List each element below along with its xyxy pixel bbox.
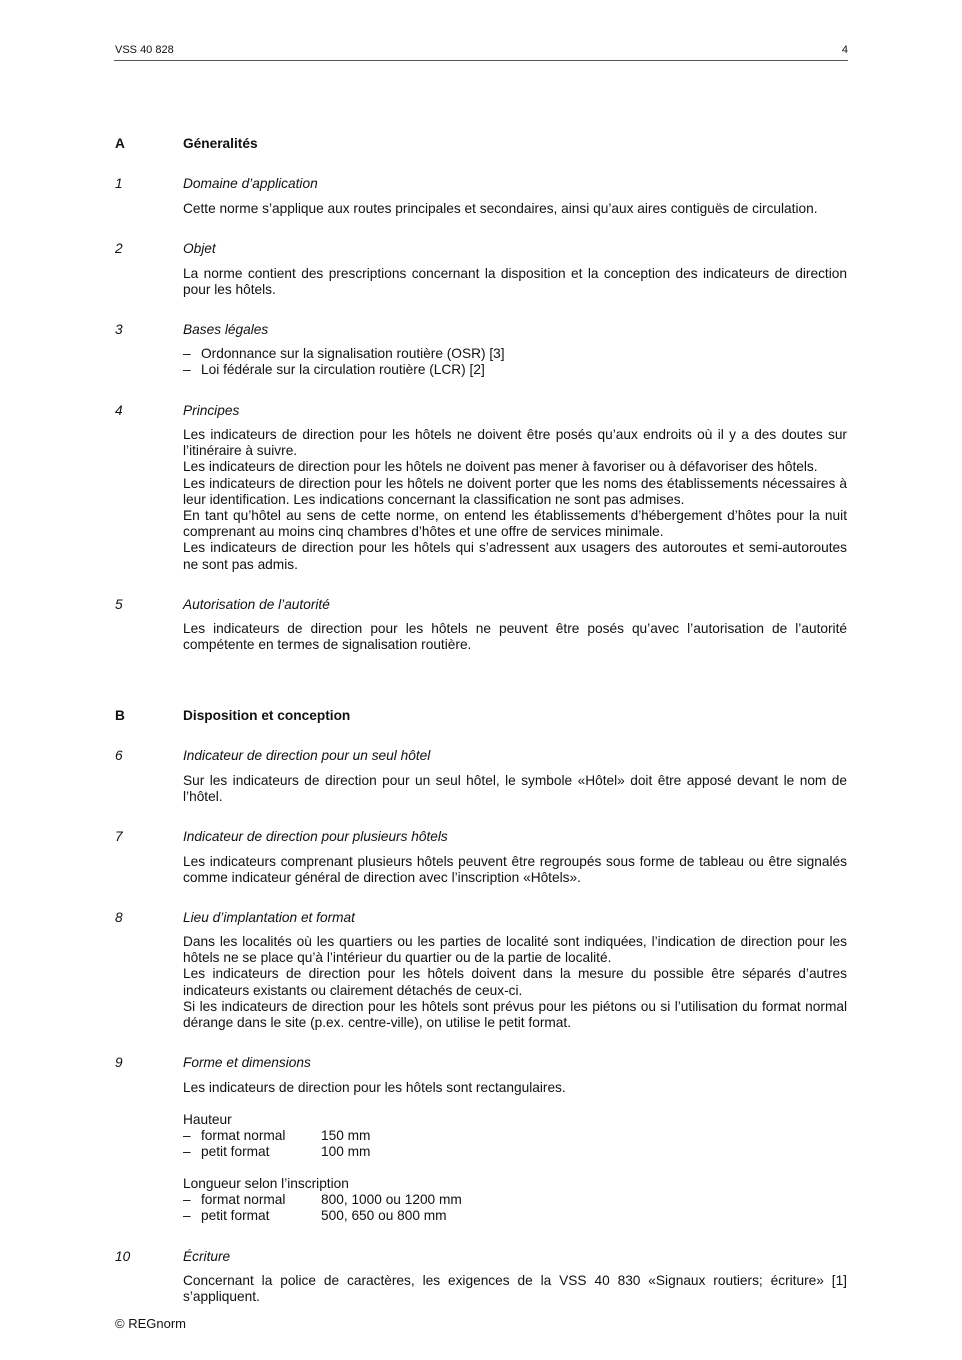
subsection-number: 9 <box>115 1055 123 1070</box>
dimension-row <box>183 1208 847 1224</box>
format-name: petit format <box>201 1144 270 1160</box>
paragraph-2 <box>183 266 847 298</box>
section-letter: B <box>115 708 125 723</box>
subsection-number: 10 <box>115 1249 131 1264</box>
subsection-number: 7 <box>115 829 123 844</box>
paragraph-10 <box>183 1273 847 1305</box>
paragraph-text: Les indicateurs de direction pour les hôtels sont rectangulaires. <box>183 1080 566 1095</box>
paragraph-4 <box>183 427 847 573</box>
list-dash: – <box>183 346 191 361</box>
format-name: petit format <box>201 1208 270 1224</box>
subsection-title: Objet <box>183 241 216 256</box>
paragraph-8 <box>183 934 847 1031</box>
paragraph-text: Concernant la police de caractères, les exigences de la VSS 40 830 «Signaux routiers; écriture» [1] s’appliquent. <box>183 1273 847 1305</box>
subsection-title: Indicateur de direction pour plusieurs hôtels <box>183 829 448 844</box>
subsection-title: Autorisation de l’autorité <box>183 597 330 612</box>
subsection-number: 8 <box>115 910 123 925</box>
subsection-number: 3 <box>115 322 123 337</box>
format-value: 800, 1000 ou 1200 mm <box>321 1192 462 1207</box>
list-item-text: Ordonnance sur la signalisation routière (OSR) [3] <box>201 346 505 361</box>
list-dash: – <box>183 1128 191 1143</box>
subsection-number: 2 <box>115 241 123 256</box>
paragraph-7 <box>183 854 847 886</box>
dimension-row <box>183 1192 847 1208</box>
dimension-row <box>183 1144 847 1160</box>
paragraph-9 <box>183 1080 847 1096</box>
paragraph-5 <box>183 621 847 653</box>
paragraph-text: Dans les localités où les quartiers ou les parties de localité sont indiquées, l’indication de direction pour les hôtels ne se place qu’à l’intérieur du quartier ou de la partie de localité. <box>183 934 847 966</box>
list-dash: – <box>183 362 191 378</box>
format-value: 100 mm <box>321 1144 371 1160</box>
height-label: Hauteur <box>183 1112 232 1127</box>
subsection-title: Bases légales <box>183 322 269 337</box>
list-dash: – <box>183 1144 191 1160</box>
legal-bases-list <box>183 346 847 378</box>
subsection-title: Forme et dimensions <box>183 1055 311 1070</box>
subsection-title: Principes <box>183 403 240 418</box>
length-list <box>183 1192 847 1224</box>
paragraph-text: Les indicateurs comprenant plusieurs hôtels peuvent être regroupés sous forme de tableau ou être signalés comme indicateur général de direction avec l’inscription «Hôtels». <box>183 854 847 886</box>
subsection-number: 5 <box>115 597 123 612</box>
paragraph-text: Les indicateurs de direction pour les hôtels ne doivent porter que les noms des établissements nécessaires à leur identification. Les indications concernant la classification ne sont pas admises. <box>183 475 847 507</box>
list-dash: – <box>183 1208 191 1224</box>
section-title: Géneralités <box>183 136 258 151</box>
length-label: Longueur selon l’inscription <box>183 1176 349 1191</box>
section-letter: A <box>115 136 125 151</box>
running-header <box>114 42 848 61</box>
format-name: format normal <box>201 1192 286 1207</box>
list-item-text: Loi fédérale sur la circulation routière (LCR) [2] <box>201 362 485 378</box>
subsection-title: Lieu d’implantation et format <box>183 910 355 925</box>
paragraph-text: Les indicateurs de direction pour les hôtels ne peuvent être posés qu’avec l’autorisation de l’autorité compétente en termes de signalisation routière. <box>183 621 847 653</box>
format-value: 500, 650 ou 800 mm <box>321 1208 447 1224</box>
format-value: 150 mm <box>321 1128 371 1143</box>
subsection-title: Écriture <box>183 1249 231 1264</box>
subsection-title: Indicateur de direction pour un seul hôtel <box>183 748 431 763</box>
paragraph-text: La norme contient des prescriptions concernant la disposition et la conception des indicateurs de direction pour les hôtels. <box>183 266 847 298</box>
list-dash: – <box>183 1192 191 1207</box>
paragraph-text: Les indicateurs de direction pour les hôtels qui s’adressent aux usagers des autoroutes et semi-autoroutes ne sont pas admis. <box>183 540 847 572</box>
document-reference: VSS 40 828 <box>115 44 174 56</box>
paragraph-text: Cette norme s’applique aux routes principales et secondaires, ainsi qu’aux aires contiguës de circulation. <box>183 201 818 216</box>
subsection-number: 4 <box>115 403 123 418</box>
paragraph-text: Sur les indicateurs de direction pour un seul hôtel, le symbole «Hôtel» doit être apposé devant le nom de l’hôtel. <box>183 773 847 805</box>
height-list <box>183 1128 847 1160</box>
dimension-row <box>183 1128 847 1144</box>
copyright-footer: © REGnorm <box>115 1316 186 1331</box>
paragraph-1 <box>183 201 847 217</box>
subsection-title: Domaine d’application <box>183 176 318 191</box>
paragraph-text: En tant qu’hôtel au sens de cette norme, on entend les établissements d’hébergement d’hôtes pour la nuit comprenant au moins cinq chambres d’hôtes et une offre de services minimale. <box>183 508 847 540</box>
paragraph-text: Les indicateurs de direction pour les hôtels ne doivent pas mener à favoriser ou à défavoriser des hôtels. <box>183 459 818 475</box>
page-number: 4 <box>841 44 848 56</box>
list-item <box>183 362 847 378</box>
section-title: Disposition et conception <box>183 708 351 723</box>
list-item <box>183 346 847 362</box>
paragraph-text: Les indicateurs de direction pour les hôtels doivent dans la mesure du possible être séparés d’autres indicateurs existants ou clairement détachés de ceux-ci. <box>183 966 847 998</box>
format-name: format normal <box>201 1128 286 1143</box>
subsection-number: 1 <box>115 176 123 191</box>
subsection-number: 6 <box>115 748 123 763</box>
paragraph-text: Si les indicateurs de direction pour les hôtels sont prévus pour les piétons ou si l’utilisation du format normal dérange dans le site (p.ex. centre-ville), on utilise le petit format. <box>183 998 847 1031</box>
paragraph-6 <box>183 773 847 805</box>
paragraph-text: Les indicateurs de direction pour les hôtels ne doivent être posés qu’aux endroits où il y a des doutes sur l’itinéraire à suivre. <box>183 427 847 459</box>
